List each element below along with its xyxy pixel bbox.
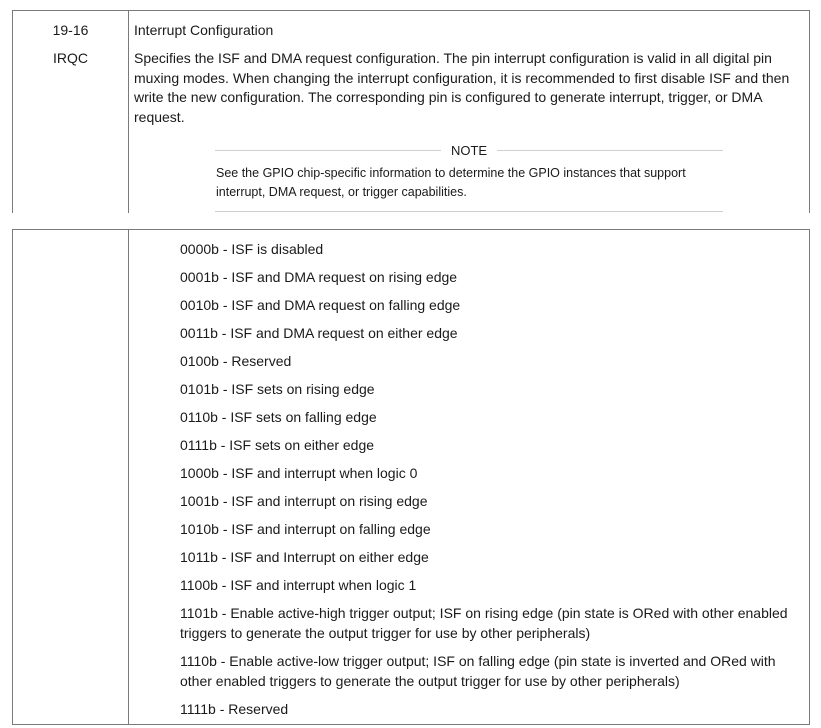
register-field-table-bottom [12,229,810,725]
value-item: 1001b - ISF and interrupt on rising edge [180,493,428,509]
value-item: 1000b - ISF and interrupt when logic 0 [180,465,418,481]
value-item: 1100b - ISF and interrupt when logic 1 [180,577,417,593]
value-item: 0001b - ISF and DMA request on rising edge [180,269,458,285]
column-divider [128,11,129,213]
value-item: 0110b - ISF sets on falling edge [180,409,377,425]
value-item: 0010b - ISF and DMA request on falling edge [180,297,461,313]
value-item: 0000b - ISF is disabled [180,241,324,257]
field-title: Interrupt Configuration [134,22,274,38]
note-label: NOTE [450,142,488,158]
value-item: 1110b - Enable active-low trigger output; ISF on falling edge (pin state is inverted and ORed with other enabled triggers to generate the output trigger for use by other peripherals) [180,653,776,689]
note-text: See the GPIO chip-specific information to determine the GPIO instances that support interrupt, DMA request, or trigger capabilities. [216,166,686,199]
note-rule-right [497,150,723,151]
value-item: 1010b - ISF and interrupt on falling edge [180,521,431,537]
value-item: 0111b - ISF sets on either edge [180,437,375,453]
value-item: 0011b - ISF and DMA request on either edge [180,325,458,341]
note-box [215,143,723,212]
value-item: 0100b - Reserved [180,353,292,369]
value-list [180,239,804,727]
note-rule-left [215,150,441,151]
value-item: 1111b - Reserved [180,701,289,717]
value-item: 1011b - ISF and Interrupt on either edge [180,549,429,565]
note-rule-bottom [215,211,723,212]
note-header [215,143,723,157]
value-item: 0101b - ISF sets on rising edge [180,381,375,397]
field-description: Specifies the ISF and DMA request configuration. The pin interrupt configuration is valid in all digital pin muxing modes. When changing the interrupt configuration, it is recommended to first disable ISF and then write the new configuration. The corresponding pin is configured to generate interrupt, trigger, or DMA request. [134,50,790,125]
field-bits: 19-16 [52,22,89,38]
column-divider [128,230,129,724]
field-name: IRQC [53,50,88,66]
register-field-table-top [12,10,810,213]
value-item: 1101b - Enable active-high trigger output; ISF on rising edge (pin state is ORed with other enabled triggers to generate the output trigger for use by other peripherals) [180,605,788,641]
